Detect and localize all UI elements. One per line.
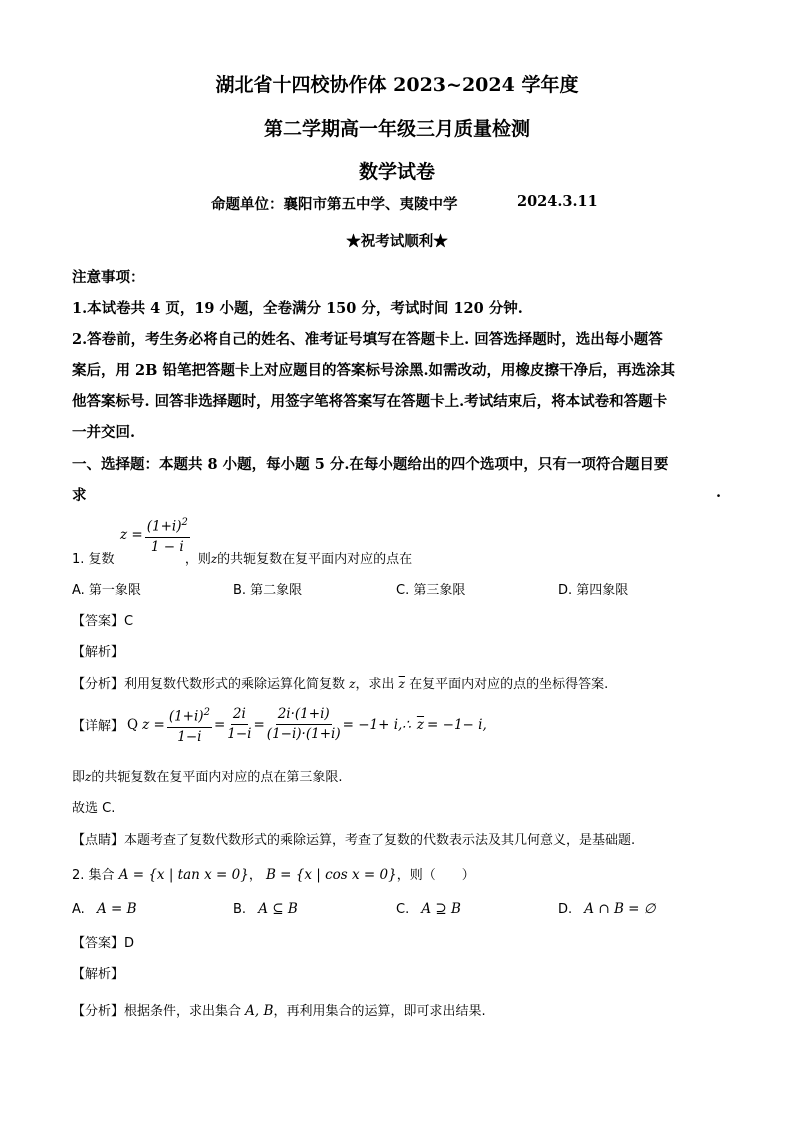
q2-answer-value: D (124, 936, 135, 951)
q2-option-c-math: A ⊇ B (421, 901, 461, 917)
q1-detail-frac3 (267, 706, 341, 743)
q1-suffix-b: 的共轭复数在复平面内对应的点在 (217, 552, 413, 567)
q1-z-eq: z = (120, 526, 143, 543)
q1-result2: = −1− i, (427, 716, 487, 733)
q1-f1-exp: 2 (203, 707, 210, 718)
q1-eq-1: = (213, 716, 226, 733)
q1-detail-frac2 (227, 706, 251, 743)
q2-option-b-math: A ⊆ B (258, 901, 298, 917)
q2-analysis-tag: 【解析】 (72, 967, 125, 982)
q2-option-a (72, 901, 137, 917)
q1-zbar: $\overline{z}$ (416, 716, 425, 733)
notes-heading: 注意事项： (72, 269, 145, 286)
q2-fenxi-sets: A, B (245, 1003, 274, 1019)
q1-comment-text: 本题考查了复数代数形式的乘除运算，考查了复数的代数表示法及其几何意义，是基础题. (124, 833, 636, 848)
q2-fenxi-b: ，再利用集合的运算，即可求出结果. (273, 1004, 486, 1019)
q1-conclusion-z: z (85, 770, 92, 784)
q2-stem (72, 864, 475, 883)
q1-option-d: D. 第四象限 (558, 583, 629, 598)
q1-result: = −1+ i,∴ (342, 716, 411, 733)
q1-f3-num: 2i·(1+i) (276, 706, 332, 725)
q1-analysis-tag: 【解析】 (72, 645, 125, 660)
q1-fenxi-b: ，求出 (355, 677, 395, 692)
exam-title-line3: 数学试卷 (358, 161, 435, 183)
q2-prefix: 2. 集合 (72, 868, 115, 883)
q1-stem (72, 548, 412, 567)
q2-suffix: ，则（ ） (396, 868, 475, 883)
q1-option-a: A. 第一象限 (72, 583, 141, 598)
q1-fenxi-zbar: $\overline{z}$ (398, 677, 405, 691)
q2-option-c (396, 901, 461, 917)
q2-option-c-label: C. (396, 902, 410, 917)
q1-f1-den: 1−i (177, 728, 202, 745)
q1-fenxi-z: z (349, 677, 356, 691)
q2-comma: ， (248, 868, 262, 883)
notes-item-2-line1: 2.答卷前，考生务必将自己的姓名、准考证号填写在答题卡上. 回答选择题时，选出每小题答 (72, 331, 663, 348)
q1-frac-num: (1+i) (146, 518, 182, 535)
q1-f3-den: (1−i)·(1+i) (266, 726, 341, 743)
q2-fenxi-a: 根据条件，求出集合 (124, 1004, 242, 1019)
q2-option-d-math: A ∩ B = ∅ (584, 901, 656, 917)
section-heading-dot: . (716, 484, 722, 501)
q1-fenxi-a: 利用复数代数形式的乘除运算化简复数 (124, 677, 346, 692)
q1-choose: 故选 C. (72, 801, 116, 816)
q2-option-d-label: D. (558, 902, 573, 917)
q1-answer-tag: 【答案】 (72, 614, 125, 629)
q1-frac-den: 1 − i (150, 538, 184, 555)
q2-answer (72, 932, 134, 951)
q1-fenxi-tag: 【分析】 (72, 677, 125, 692)
q1-option-b: B. 第二象限 (233, 583, 303, 598)
q1-conclusion-a: 即 (72, 770, 86, 785)
q1-f2-num: 2i (231, 706, 248, 725)
q1-suffix-a: ，则 (184, 552, 211, 567)
q2-set-a: A = {x | tan x = 0} (118, 867, 249, 883)
q1-conclusion-b: 的共轭复数在复平面内对应的点在第三象限. (91, 770, 343, 785)
notes-item-2-line2: 案后，用 2B 铅笔把答题卡上对应题目的答案标号涂黑.如需改动，用橡皮擦干净后，再选涂其 (72, 362, 675, 379)
q1-detail (72, 704, 487, 746)
notes-item-2-line4: 一并交回. (72, 424, 136, 441)
q2-fenxi-tag: 【分析】 (72, 1004, 125, 1019)
q1-suffix-z: z (210, 552, 218, 566)
notes-item-2-line3: 他答案标号. 回答非选择题时，用签字笔将答案写在答题卡上.考试结束后，将本试卷和答题卡 (72, 393, 668, 410)
q2-option-a-label: A. (72, 902, 85, 917)
section-heading-line2: 求 (72, 487, 87, 504)
q1-conclusion (72, 766, 342, 785)
exam-setter: 命题单位：襄阳市第五中学、夷陵中学 (211, 196, 458, 213)
q1-f1-num: (1+i) (168, 708, 204, 725)
q1-frac-exp: 2 (181, 517, 188, 528)
q2-fenxi (72, 1000, 486, 1019)
blessing: ★祝考试顺利★ (346, 233, 448, 250)
q2-option-d (558, 901, 656, 917)
q2-option-b (233, 901, 298, 917)
q1-comment (72, 829, 635, 848)
q1-prefix: 1. 复数 (72, 552, 115, 567)
q2-answer-tag: 【答案】 (72, 936, 125, 951)
q1-detail-tag: 【详解】 (72, 719, 125, 735)
q1-fenxi (72, 673, 608, 692)
q1-fenxi-c: 在复平面内对应的点的坐标得答案. (409, 677, 609, 692)
q1-answer (72, 610, 133, 629)
q1-detail-z: z = (142, 716, 165, 733)
q1-comment-tag: 【点睛】 (72, 833, 125, 848)
q2-option-b-label: B. (233, 902, 247, 917)
exam-date: 2024.3.11 (517, 193, 598, 210)
section-heading-line1: 一、选择题：本题共 8 小题，每小题 5 分.在每小题给出的四个选项中，只有一项符合题目要 (72, 456, 669, 473)
q1-f2-den: 1−i (227, 726, 252, 743)
q2-option-a-math: A = B (96, 901, 137, 917)
q1-detail-q: Q (127, 716, 139, 733)
exam-title-line1: 湖北省十四校协作体 2023~2024 学年度 (215, 74, 579, 96)
q2-set-b: B = {x | cos x = 0} (265, 867, 397, 883)
q1-eq-2: = (253, 716, 265, 733)
notes-item-1: 1.本试卷共 4 页，19 小题，全卷满分 150 分，考试时间 120 分钟. (72, 300, 523, 317)
q1-detail-frac1 (167, 704, 212, 746)
q1-answer-value: C (124, 614, 134, 629)
exam-title-line2: 第二学期高一年级三月质量检测 (263, 118, 530, 140)
q1-option-c: C. 第三象限 (396, 583, 466, 598)
